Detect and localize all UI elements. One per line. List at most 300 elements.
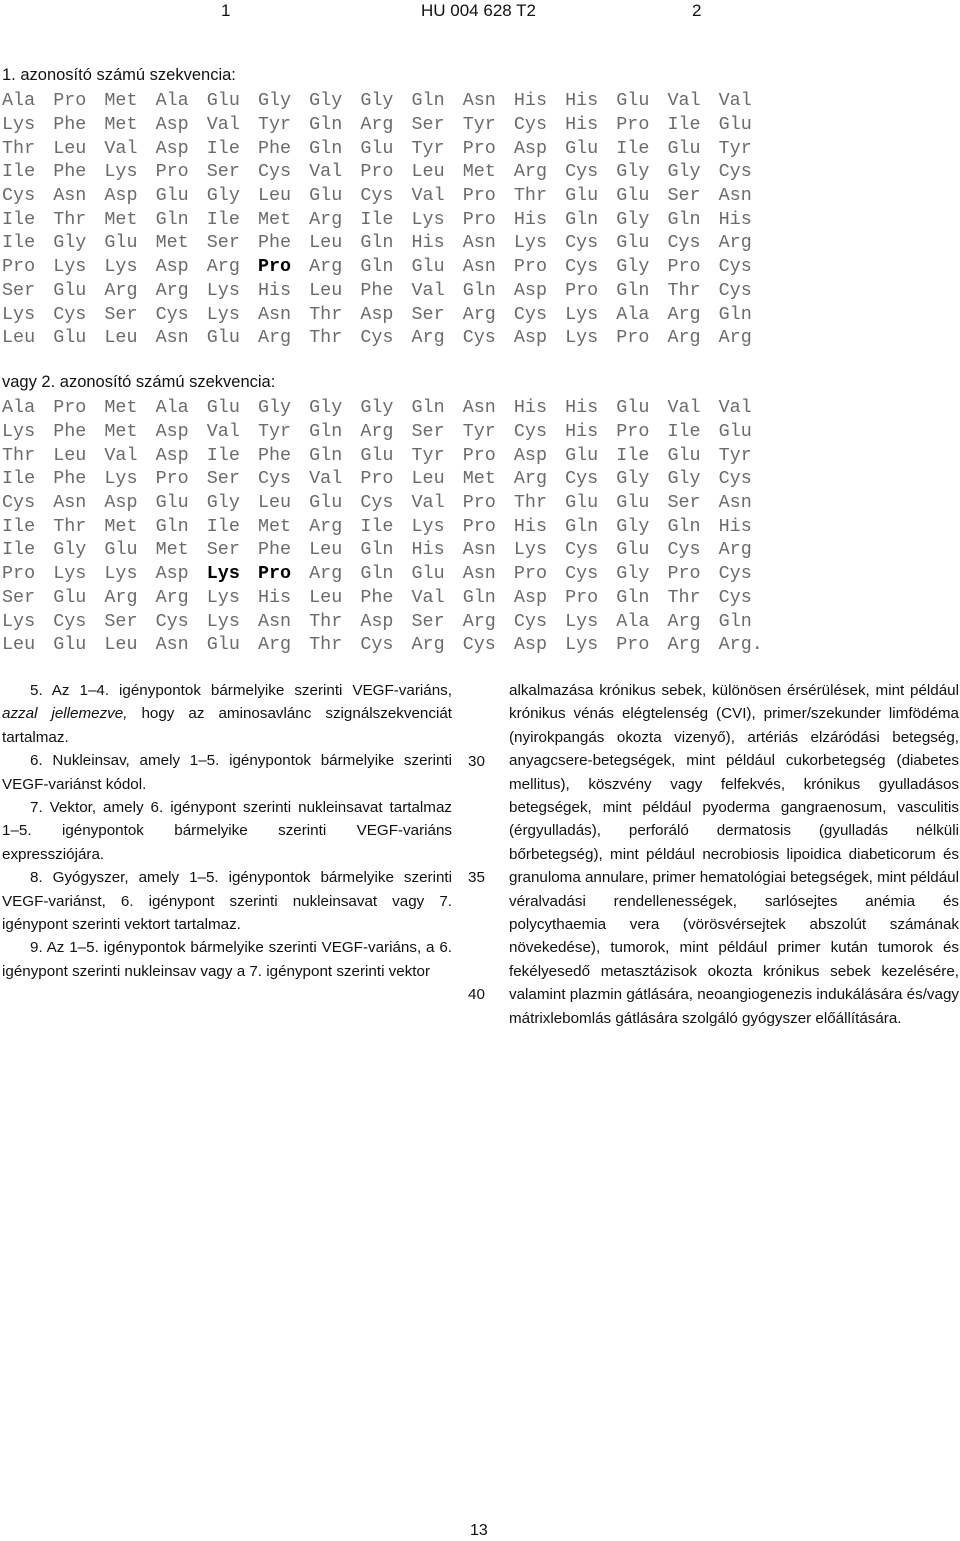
amino-acid: Met: [104, 515, 138, 537]
amino-acid: Ala: [616, 610, 650, 632]
claim-9-continued: alkalmazása krónikus sebek, különösen érsérülések, mint például krónikus vénás elégtelenség (CVI), primer/szekunder limfödéma (nyirokpangás okozta vizenyő), artériás elzáródási betegség, anyagcsere-betegségek, mint például cukorbetegség (diabetes mellitus), köszvény vagy felfekvés, krónikus gyulladásos betegségek, mint például pyoderma gangraenosum, vasculitis (érgyulladás), perforáló dermatosis (gyulladás nélküli bőrbetegség), mint például necrobiosis lipoidica diabeticorum és granuloma annulare, primer hematológiai betegségek, mint például véralvadási rendellenességek, sarlósejtes anémia és polycythaemia vera (vörösvérsejtek abszolút számának növekedése), tumorok, mint például primer kután tumorok és fekélyesedő metasztázisok okozta krónikus sebek kezelésére, valamint plazmin gátlására, neoangiogenezis indukálására és/vagy mátrixlebomlás gátlására szolgáló gyógyszer előállítására.: [509, 682, 959, 1027]
amino-acid: Arg: [360, 421, 394, 443]
amino-acid: Glu: [309, 185, 343, 207]
amino-acid: Glu: [565, 137, 599, 159]
amino-acid: Pro: [462, 444, 496, 466]
amino-acid: Ser: [411, 421, 445, 443]
amino-acid: Gln: [360, 539, 394, 561]
sequence-1-title: 1. azonosító számú szekvencia:: [2, 66, 236, 84]
amino-acid: Thr: [309, 327, 343, 349]
amino-acid: Arg: [104, 586, 138, 608]
amino-acid: Ile: [2, 208, 36, 230]
amino-acid: Arg: [718, 232, 752, 254]
amino-acid: Met: [257, 515, 292, 537]
sequence-row: [2, 231, 958, 255]
amino-acid: Glu: [53, 279, 87, 301]
amino-acid: Pro: [513, 563, 547, 585]
sequence-row: [2, 207, 958, 231]
amino-acid: Leu: [411, 468, 445, 490]
amino-acid: His: [565, 90, 599, 112]
amino-acid: Pro: [155, 161, 189, 183]
amino-acid: Lys: [565, 327, 599, 349]
amino-acid: Tyr: [257, 421, 292, 443]
amino-acid: Asp: [513, 586, 547, 608]
amino-acid: Asn: [155, 634, 189, 656]
amino-acid: His: [718, 208, 752, 230]
amino-acid: Pro: [462, 492, 496, 514]
sequence-row: [2, 396, 958, 420]
amino-acid: Ile: [206, 515, 240, 537]
amino-acid: Ile: [206, 444, 240, 466]
amino-acid: Cys: [565, 468, 599, 490]
amino-acid: Leu: [309, 539, 343, 561]
amino-acid: Lys: [513, 539, 547, 561]
amino-acid: Lys: [2, 303, 36, 325]
amino-acid: Gly: [616, 563, 650, 585]
amino-acid: Phe: [53, 114, 87, 136]
sequence-row: [2, 514, 958, 538]
amino-acid: Val: [206, 421, 240, 443]
amino-acid: His: [257, 586, 292, 608]
amino-acid: Glu: [411, 563, 445, 585]
amino-acid: Pro: [616, 327, 650, 349]
amino-acid: Ile: [360, 208, 394, 230]
amino-acid: Phe: [257, 444, 292, 466]
amino-acid: Glu: [616, 539, 650, 561]
page-number: 13: [470, 1522, 488, 1539]
amino-acid: Met: [155, 232, 189, 254]
claim-5-emphasis: azzal jellemezve,: [2, 705, 128, 723]
amino-acid: Asn: [462, 232, 496, 254]
amino-acid: Asn: [462, 539, 496, 561]
amino-acid: Asn: [155, 327, 189, 349]
amino-acid: Gly: [667, 161, 701, 183]
amino-acid: Lys: [104, 256, 138, 278]
amino-acid: Phe: [53, 421, 87, 443]
amino-acid: Val: [309, 161, 343, 183]
amino-acid: Met: [104, 397, 138, 419]
amino-acid: Pro: [155, 468, 189, 490]
amino-acid: Met: [104, 114, 138, 136]
amino-acid: Ile: [667, 421, 701, 443]
amino-acid: His: [411, 539, 445, 561]
amino-acid: Ile: [2, 468, 36, 490]
amino-acid: Asn: [462, 90, 496, 112]
amino-acid: Gly: [616, 515, 650, 537]
amino-acid: Lys: [53, 563, 87, 585]
amino-acid: Cys: [565, 232, 599, 254]
claim-5-end: hogy az aminosavlánc szignálszekvenciát tartalmaz.: [2, 705, 452, 746]
claim-9: [2, 936, 452, 983]
sequence-1-block: [2, 89, 958, 350]
amino-acid: Gly: [616, 256, 650, 278]
amino-acid: Lys: [206, 563, 240, 585]
amino-acid: Ile: [2, 232, 36, 254]
amino-acid: Lys: [53, 256, 87, 278]
amino-acid: Thr: [309, 303, 343, 325]
amino-acid: Phe: [257, 232, 292, 254]
amino-acid: Glu: [667, 137, 701, 159]
amino-acid: Gln: [411, 397, 445, 419]
amino-acid: Cys: [667, 232, 701, 254]
amino-acid: Pro: [462, 208, 496, 230]
amino-acid: Gln: [309, 421, 343, 443]
amino-acid: Glu: [411, 256, 445, 278]
amino-acid: Asn: [718, 492, 752, 514]
amino-acid: Glu: [616, 90, 650, 112]
amino-acid: Gly: [360, 397, 394, 419]
amino-acid: Asn: [53, 492, 87, 514]
amino-acid: Arg: [309, 563, 343, 585]
sequence-row: [2, 184, 958, 208]
amino-acid: Glu: [206, 327, 240, 349]
amino-acid: Met: [104, 208, 138, 230]
amino-acid: Val: [667, 90, 701, 112]
amino-acid: Glu: [360, 137, 394, 159]
amino-acid: Thr: [513, 185, 547, 207]
amino-acid: Tyr: [718, 444, 752, 466]
amino-acid: Glu: [155, 492, 189, 514]
amino-acid: Gln: [718, 610, 752, 632]
amino-acid: Cys: [155, 303, 189, 325]
amino-acid: Glu: [206, 397, 240, 419]
amino-acid: His: [565, 114, 599, 136]
amino-acid: Glu: [206, 90, 240, 112]
amino-acid: Pro: [616, 421, 650, 443]
amino-acid: Ser: [667, 492, 701, 514]
amino-acid: Arg: [718, 327, 752, 349]
amino-acid: Asn: [718, 185, 752, 207]
amino-acid: Asp: [360, 303, 394, 325]
amino-acid: Gln: [462, 586, 496, 608]
sequence-row: [2, 255, 958, 279]
amino-acid: Tyr: [462, 114, 496, 136]
amino-acid: Thr: [309, 634, 343, 656]
line-number-40: 40: [468, 986, 485, 1003]
sequence-row: [2, 586, 958, 610]
amino-acid: Glu: [206, 634, 240, 656]
amino-acid: Ala: [155, 90, 189, 112]
amino-acid: Leu: [104, 634, 138, 656]
amino-acid: Gln: [718, 303, 752, 325]
amino-acid: Arg: [667, 303, 701, 325]
sequence-row: [2, 326, 958, 350]
amino-acid: Arg: [411, 327, 445, 349]
amino-acid: Glu: [53, 634, 87, 656]
amino-acid: Ser: [2, 586, 36, 608]
amino-acid: Asp: [155, 114, 189, 136]
amino-acid: Met: [462, 161, 496, 183]
amino-acid: Val: [667, 397, 701, 419]
amino-acid: Cys: [360, 327, 394, 349]
amino-acid: Cys: [718, 256, 752, 278]
amino-acid: Gln: [411, 90, 445, 112]
amino-acid: Val: [411, 586, 445, 608]
amino-acid: Asn: [462, 563, 496, 585]
amino-acid: His: [718, 515, 752, 537]
amino-acid: Val: [104, 444, 138, 466]
amino-acid: Met: [155, 539, 189, 561]
amino-acid: Ser: [206, 468, 240, 490]
amino-acid: His: [513, 208, 547, 230]
amino-acid: Asp: [104, 185, 138, 207]
amino-acid: Gln: [155, 208, 189, 230]
amino-acid: Ser: [206, 161, 240, 183]
amino-acid: Glu: [309, 492, 343, 514]
amino-acid: Lys: [206, 303, 240, 325]
amino-acid: Ser: [206, 539, 240, 561]
amino-acid: Arg: [462, 303, 496, 325]
amino-acid: Arg: [360, 114, 394, 136]
amino-acid: Leu: [309, 279, 343, 301]
amino-acid: Arg: [513, 468, 547, 490]
amino-acid: Cys: [513, 610, 547, 632]
amino-acid: Leu: [309, 586, 343, 608]
amino-acid: Glu: [616, 492, 650, 514]
amino-acid: Val: [718, 90, 752, 112]
amino-acid: Asp: [513, 327, 547, 349]
amino-acid: Cys: [513, 421, 547, 443]
sequence-2-block: [2, 396, 958, 657]
sequence-row: [2, 443, 958, 467]
sequence-row: [2, 302, 958, 326]
sequence-row: [2, 467, 958, 491]
amino-acid: Cys: [462, 327, 496, 349]
amino-acid: Tyr: [257, 114, 292, 136]
claim-7: 7. Vektor, amely 6. igénypont szerinti nukleinsavat tartalmaz 1–5. igénypontok bármelyike szerinti VEGF-variáns expressziójára.: [2, 799, 452, 863]
amino-acid: Ile: [616, 444, 650, 466]
amino-acid: Lys: [513, 232, 547, 254]
amino-acid: Cys: [360, 634, 394, 656]
amino-acid: Arg: [309, 208, 343, 230]
amino-acid: Gly: [257, 397, 292, 419]
amino-acid: Pro: [2, 256, 36, 278]
amino-acid: Ile: [2, 539, 36, 561]
amino-acid: Asp: [155, 563, 189, 585]
amino-acid: Cys: [2, 492, 36, 514]
amino-acid: Asn: [257, 303, 292, 325]
amino-acid: Met: [462, 468, 496, 490]
amino-acid: Asp: [513, 444, 547, 466]
amino-acid: His: [513, 397, 547, 419]
amino-acid: Arg.: [718, 634, 763, 656]
sequence-2-title: vagy 2. azonosító számú szekvencia:: [2, 373, 276, 391]
amino-acid: Asp: [513, 137, 547, 159]
claims-left-column: [2, 679, 452, 983]
amino-acid: Gln: [616, 279, 650, 301]
amino-acid: Val: [411, 185, 445, 207]
amino-acid: Phe: [257, 137, 292, 159]
amino-acid: His: [257, 279, 292, 301]
amino-acid: Gln: [667, 208, 701, 230]
amino-acid: Leu: [411, 161, 445, 183]
amino-acid: Glu: [360, 444, 394, 466]
amino-acid: Gln: [565, 515, 599, 537]
amino-acid: Pro: [667, 563, 701, 585]
amino-acid: Pro: [2, 563, 36, 585]
amino-acid: Leu: [53, 137, 87, 159]
amino-acid: Leu: [104, 327, 138, 349]
header-left-number: 1: [221, 1, 231, 20]
amino-acid: Pro: [360, 161, 394, 183]
amino-acid: Lys: [411, 208, 445, 230]
amino-acid: Asn: [53, 185, 87, 207]
amino-acid: Pro: [53, 397, 87, 419]
amino-acid: Tyr: [411, 137, 445, 159]
amino-acid: Cys: [53, 303, 87, 325]
patent-number: HU 004 628 T2: [421, 1, 536, 20]
amino-acid: Gln: [360, 232, 394, 254]
amino-acid: Gln: [155, 515, 189, 537]
amino-acid: Thr: [309, 610, 343, 632]
amino-acid: Cys: [718, 279, 752, 301]
amino-acid: Tyr: [411, 444, 445, 466]
amino-acid: Cys: [718, 161, 752, 183]
amino-acid: Asp: [513, 279, 547, 301]
amino-acid: Cys: [257, 468, 292, 490]
amino-acid: Gln: [462, 279, 496, 301]
amino-acid: Lys: [411, 515, 445, 537]
amino-acid: Gly: [206, 185, 240, 207]
amino-acid: Thr: [667, 586, 701, 608]
amino-acid: Gln: [565, 208, 599, 230]
amino-acid: Thr: [2, 137, 36, 159]
amino-acid: Cys: [360, 492, 394, 514]
sequence-row: [2, 562, 958, 586]
amino-acid: Val: [206, 114, 240, 136]
amino-acid: Arg: [257, 634, 292, 656]
amino-acid: Pro: [513, 256, 547, 278]
amino-acid: Gln: [309, 114, 343, 136]
amino-acid: Gly: [206, 492, 240, 514]
amino-acid: Phe: [360, 279, 394, 301]
amino-acid: Gly: [309, 90, 343, 112]
amino-acid: Lys: [206, 610, 240, 632]
amino-acid: Gln: [360, 563, 394, 585]
amino-acid: Pro: [616, 114, 650, 136]
amino-acid: Tyr: [462, 421, 496, 443]
amino-acid: Glu: [565, 185, 599, 207]
amino-acid: Ile: [360, 515, 394, 537]
claim-9-text: 9. Az 1–5. igénypontok bármelyike szerinti VEGF-variáns, a 6. igénypont szerinti nukleinsav vagy a 7. igénypont szerinti vektor: [2, 939, 452, 980]
amino-acid: Asp: [360, 610, 394, 632]
amino-acid: Lys: [104, 468, 138, 490]
sequence-row: [2, 633, 958, 657]
amino-acid: Lys: [2, 421, 36, 443]
amino-acid: Gly: [616, 468, 650, 490]
amino-acid: Gly: [616, 161, 650, 183]
amino-acid: Cys: [718, 563, 752, 585]
amino-acid: Thr: [667, 279, 701, 301]
amino-acid: Glu: [667, 444, 701, 466]
amino-acid: Arg: [411, 634, 445, 656]
amino-acid: Lys: [206, 586, 240, 608]
amino-acid: Glu: [53, 586, 87, 608]
amino-acid: Glu: [565, 444, 599, 466]
amino-acid: Leu: [257, 492, 292, 514]
amino-acid: Val: [104, 137, 138, 159]
sequence-row: [2, 113, 958, 137]
amino-acid: Cys: [513, 303, 547, 325]
amino-acid: His: [411, 232, 445, 254]
sequence-row: [2, 279, 958, 303]
amino-acid: Glu: [155, 185, 189, 207]
amino-acid: Arg: [718, 539, 752, 561]
amino-acid: Pro: [667, 256, 701, 278]
amino-acid: Pro: [257, 563, 292, 585]
amino-acid: Glu: [565, 492, 599, 514]
amino-acid: Arg: [155, 586, 189, 608]
claims-right-column: [509, 679, 959, 1030]
amino-acid: Asp: [155, 421, 189, 443]
amino-acid: Glu: [718, 421, 752, 443]
amino-acid: Gly: [667, 468, 701, 490]
amino-acid: Gly: [53, 232, 87, 254]
amino-acid: Cys: [565, 256, 599, 278]
amino-acid: Cys: [667, 539, 701, 561]
amino-acid: Glu: [104, 232, 138, 254]
amino-acid: Glu: [104, 539, 138, 561]
sequence-row: [2, 609, 958, 633]
amino-acid: His: [565, 421, 599, 443]
line-number-35: 35: [468, 869, 485, 886]
amino-acid: Lys: [565, 610, 599, 632]
amino-acid: Ser: [411, 114, 445, 136]
amino-acid: Thr: [513, 492, 547, 514]
amino-acid: Cys: [718, 586, 752, 608]
amino-acid: Gly: [360, 90, 394, 112]
amino-acid: Arg: [667, 610, 701, 632]
claim-5-start: 5. Az 1–4. igénypontok bármelyike szerinti VEGF-variáns,: [30, 682, 452, 699]
amino-acid: Val: [309, 468, 343, 490]
amino-acid: Cys: [718, 468, 752, 490]
amino-acid: Asn: [257, 610, 292, 632]
sequence-row: [2, 160, 958, 184]
claim-5: [2, 679, 452, 749]
amino-acid: Cys: [565, 161, 599, 183]
amino-acid: Asn: [462, 256, 496, 278]
amino-acid: Ser: [206, 232, 240, 254]
amino-acid: His: [565, 397, 599, 419]
amino-acid: Phe: [53, 468, 87, 490]
amino-acid: Ala: [155, 397, 189, 419]
sequence-row: [2, 491, 958, 515]
amino-acid: Cys: [462, 634, 496, 656]
amino-acid: Cys: [565, 563, 599, 585]
amino-acid: Phe: [360, 586, 394, 608]
amino-acid: Lys: [565, 303, 599, 325]
amino-acid: Glu: [616, 185, 650, 207]
amino-acid: Arg: [309, 256, 343, 278]
amino-acid: Val: [718, 397, 752, 419]
amino-acid: Leu: [309, 232, 343, 254]
amino-acid: Pro: [257, 256, 292, 278]
amino-acid: Met: [257, 208, 292, 230]
sequence-row: [2, 538, 958, 562]
amino-acid: Pro: [462, 515, 496, 537]
sequence-row: [2, 420, 958, 444]
amino-acid: Arg: [206, 256, 240, 278]
amino-acid: Gln: [309, 444, 343, 466]
amino-acid: Ser: [667, 185, 701, 207]
amino-acid: Arg: [104, 279, 138, 301]
amino-acid: Ile: [2, 515, 36, 537]
amino-acid: Cys: [513, 114, 547, 136]
amino-acid: Arg: [462, 610, 496, 632]
amino-acid: Lys: [104, 161, 138, 183]
amino-acid: Ile: [206, 137, 240, 159]
amino-acid: Pro: [565, 586, 599, 608]
